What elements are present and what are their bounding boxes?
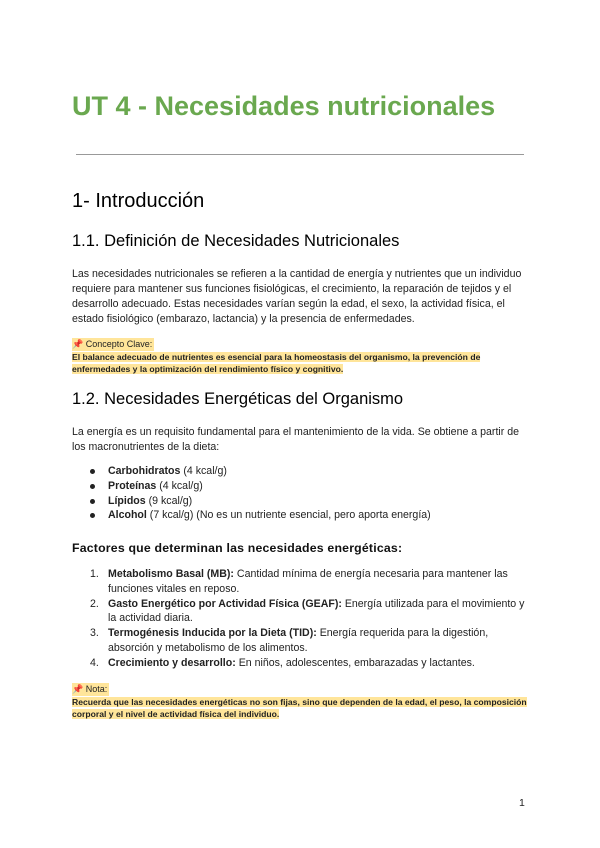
list-item: Lípidos (9 kcal/g) [90, 494, 530, 509]
callout-label: Concepto Clave: [85, 339, 153, 349]
section-heading-introduccion: 1- Introducción [72, 190, 205, 212]
note-text: Recuerda que las necesidades energéticas no son fijas, sino que dependen de la edad, el peso, la composición corporal y el nivel de actividad física del individuo. [72, 696, 527, 719]
list-item: 1. Metabolismo Basal (MB): Cantidad mínima de energía necesaria para mantener las funciones vitales en reposo. [90, 568, 508, 595]
callout-text: El balance adecuado de nutrientes es esencial para la homeostasis del organismo, la prevención de enfermedades y la optimización del rendimiento físico y cognitivo. [72, 351, 481, 374]
bullet-icon [90, 469, 95, 474]
energy-paragraph: La energía es un requisito fundamental para el mantenimiento de la vida. Se obtiene a partir de los macronutrientes de la dieta: [72, 426, 519, 453]
subsection-heading-energeticas: 1.2. Necesidades Energéticas del Organismo [72, 390, 404, 408]
note-label: Nota: [85, 684, 108, 694]
pushpin-icon: 📌 [72, 684, 84, 694]
list-item: Alcohol (7 kcal/g) (No es un nutriente esencial, pero aporta energía) [90, 508, 530, 523]
subsection-heading-definicion: 1.1. Definición de Necesidades Nutricionales [72, 232, 400, 250]
horizontal-divider [76, 154, 524, 155]
document-title: UT 4 - Necesidades nutricionales [72, 91, 496, 121]
list-item: Proteínas (4 kcal/g) [90, 479, 530, 494]
macronutrient-list [90, 464, 530, 523]
list-item: 2. Gasto Energético por Actividad Física (GEAF): Energía utilizada para el movimiento y la actividad diaria. [90, 597, 525, 625]
definition-paragraph: Las necesidades nutricionales se refieren a la cantidad de energía y nutrientes que un individuo requiere para mantener sus funciones fisiológicas, el crecimiento, la reparación de tejidos y el desarrollo adecuado. Estas necesidades varían según la edad, el sexo, la actividad física, el estado fisiológico (embarazo, lactancia) y la presencia de enfermedades. [72, 268, 522, 325]
list-item: 3. Termogénesis Inducida por la Dieta (TID): Energía requerida para la digestión, absorción y metabolismo de los alimentos. [90, 627, 489, 654]
pushpin-icon: 📌 [72, 339, 84, 349]
list-item: 4. Crecimiento y desarrollo: En niños, adolescentes, embarazadas y lactantes. [90, 656, 475, 669]
page-number: 1 [519, 797, 525, 809]
bullet-icon [90, 484, 95, 489]
list-item: Carbohidratos (4 kcal/g) [90, 464, 530, 479]
bullet-icon [90, 513, 95, 518]
note-callout [72, 683, 528, 721]
factors-list [90, 567, 530, 671]
factors-heading: Factores que determinan las necesidades energéticas: [72, 541, 403, 555]
key-concept-callout [72, 338, 528, 376]
bullet-icon [90, 499, 95, 504]
